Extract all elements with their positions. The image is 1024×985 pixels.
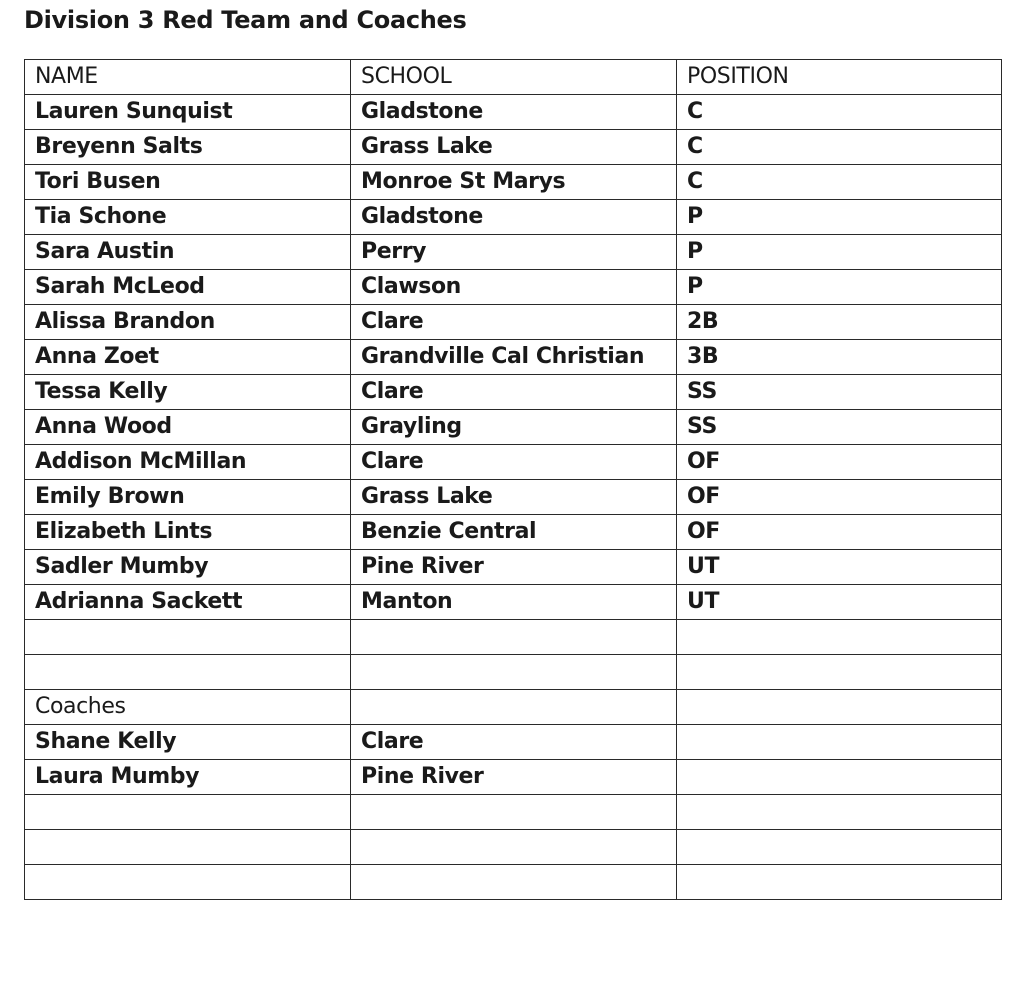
table-row (25, 480, 1002, 515)
empty-cell (677, 795, 1002, 830)
table-row (25, 550, 1002, 585)
table-row (25, 95, 1002, 130)
empty-cell (25, 865, 351, 900)
player-position: C (677, 165, 1002, 200)
player-name: Alissa Brandon (25, 305, 351, 340)
player-name: Adrianna Sackett (25, 585, 351, 620)
player-school: Manton (351, 585, 677, 620)
player-name: Tessa Kelly (25, 375, 351, 410)
player-school: Pine River (351, 550, 677, 585)
empty-row (25, 795, 1002, 830)
empty-cell (677, 865, 1002, 900)
table-row (25, 305, 1002, 340)
empty-cell (351, 865, 677, 900)
player-school: Gladstone (351, 95, 677, 130)
table-row (25, 270, 1002, 305)
player-school: Grayling (351, 410, 677, 445)
empty-row (25, 655, 1002, 690)
coach-name: Laura Mumby (25, 760, 351, 795)
player-school: Benzie Central (351, 515, 677, 550)
table-row (25, 165, 1002, 200)
player-name: Anna Zoet (25, 340, 351, 375)
empty-cell (677, 620, 1002, 655)
player-position: 2B (677, 305, 1002, 340)
player-school: Gladstone (351, 200, 677, 235)
empty-row (25, 865, 1002, 900)
player-position: UT (677, 585, 1002, 620)
coaches-section-label: Coaches (25, 690, 351, 725)
player-school: Grass Lake (351, 480, 677, 515)
empty-cell (25, 830, 351, 865)
table-row (25, 515, 1002, 550)
table-row (25, 235, 1002, 270)
player-position: P (677, 200, 1002, 235)
empty-cell (351, 690, 677, 725)
empty-cell (351, 655, 677, 690)
player-position: UT (677, 550, 1002, 585)
coach-school: Pine River (351, 760, 677, 795)
player-name: Tia Schone (25, 200, 351, 235)
player-school: Clare (351, 305, 677, 340)
header-position: POSITION (677, 60, 1002, 95)
player-position: 3B (677, 340, 1002, 375)
empty-cell (677, 830, 1002, 865)
empty-cell (25, 655, 351, 690)
empty-cell (351, 620, 677, 655)
empty-cell (677, 725, 1002, 760)
player-name: Anna Wood (25, 410, 351, 445)
player-position: SS (677, 410, 1002, 445)
player-name: Sara Austin (25, 235, 351, 270)
coach-school: Clare (351, 725, 677, 760)
player-position: OF (677, 480, 1002, 515)
player-school: Grass Lake (351, 130, 677, 165)
empty-row (25, 620, 1002, 655)
coach-name: Shane Kelly (25, 725, 351, 760)
player-position: C (677, 130, 1002, 165)
player-position: SS (677, 375, 1002, 410)
header-name: NAME (25, 60, 351, 95)
document-title: Division 3 Red Team and Coaches (24, 6, 467, 34)
player-name: Sarah McLeod (25, 270, 351, 305)
player-school: Monroe St Marys (351, 165, 677, 200)
empty-cell (677, 655, 1002, 690)
player-school: Clare (351, 375, 677, 410)
empty-cell (677, 760, 1002, 795)
table-row (25, 585, 1002, 620)
player-position: C (677, 95, 1002, 130)
table-row (25, 410, 1002, 445)
table-row (25, 375, 1002, 410)
player-name: Lauren Sunquist (25, 95, 351, 130)
empty-cell (25, 620, 351, 655)
player-name: Sadler Mumby (25, 550, 351, 585)
player-name: Emily Brown (25, 480, 351, 515)
table-row (25, 200, 1002, 235)
player-position: OF (677, 515, 1002, 550)
player-position: OF (677, 445, 1002, 480)
empty-cell (677, 690, 1002, 725)
header-school: SCHOOL (351, 60, 677, 95)
empty-cell (351, 830, 677, 865)
player-school: Grandville Cal Christian (351, 340, 677, 375)
player-school: Perry (351, 235, 677, 270)
header-row (25, 60, 1002, 95)
table-row (25, 340, 1002, 375)
empty-row (25, 830, 1002, 865)
player-school: Clare (351, 445, 677, 480)
player-position: P (677, 235, 1002, 270)
player-name: Elizabeth Lints (25, 515, 351, 550)
roster-table (24, 59, 1002, 900)
table-row (25, 445, 1002, 480)
player-name: Tori Busen (25, 165, 351, 200)
table-row (25, 130, 1002, 165)
table-row (25, 725, 1002, 760)
table-row (25, 760, 1002, 795)
player-position: P (677, 270, 1002, 305)
player-name: Addison McMillan (25, 445, 351, 480)
player-school: Clawson (351, 270, 677, 305)
player-name: Breyenn Salts (25, 130, 351, 165)
empty-cell (351, 795, 677, 830)
empty-cell (25, 795, 351, 830)
coaches-label-row (25, 690, 1002, 725)
